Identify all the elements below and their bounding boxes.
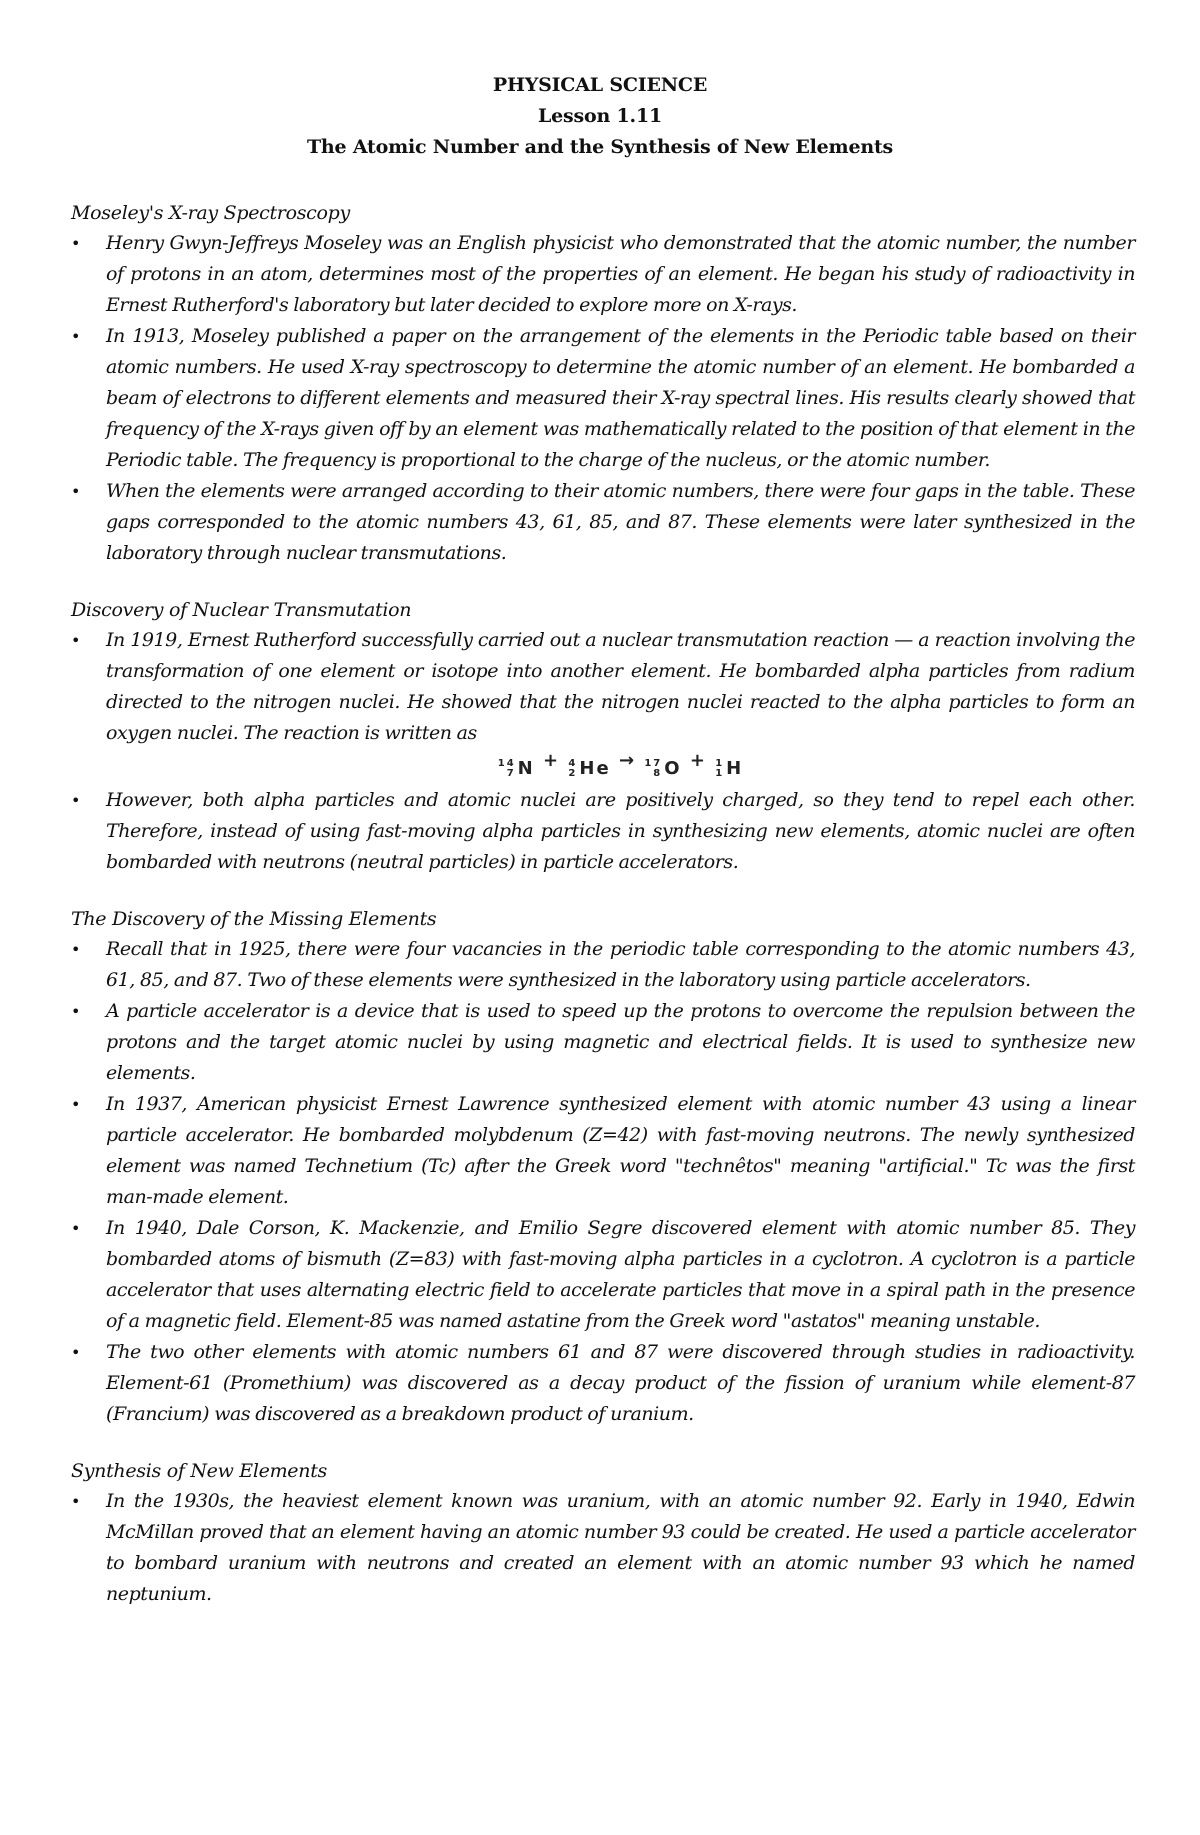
subject-heading: PHYSICAL SCIENCE xyxy=(492,74,708,96)
nuclear-reaction-equation xyxy=(106,747,1135,783)
bullet-item: • Henry Gwyn-Jeffreys Moseley was an English physicist who demonstrated that the atomic number, the number of protons in an atom, determines most of the properties of an element. He began his study of radioactivity in Ernest Rutherford's laboratory but later decided to explore more on X-rays. xyxy=(71,228,1135,321)
helium-nuclide xyxy=(568,755,610,783)
bullet-item: • In 1913, Moseley published a paper on the arrangement of the elements in the Periodic table based on their atomic numbers. He used X-ray spectroscopy to determine the atomic number of an element. He bombarded a beam of electrons to different elements and measured their X-ray spectral lines. His results clearly showed that frequency of the X-rays given off by an element was mathematically related to the position of that element in the Periodic table. The frequency is proportional to the charge of the nucleus, or the atomic number. xyxy=(71,321,1135,476)
section-heading: Moseley's X-ray Spectroscopy xyxy=(71,202,350,224)
oxygen-atomic-number: 8 xyxy=(653,768,663,779)
nitrogen-symbol: N xyxy=(517,758,535,779)
bullet-list xyxy=(71,785,1135,878)
section-heading: Discovery of Nuclear Transmutation xyxy=(71,599,412,621)
nitrogen-atomic-number: 7 xyxy=(506,768,516,779)
helium-symbol: He xyxy=(579,758,611,779)
oxygen-nuclide xyxy=(644,755,681,783)
bullet-item: • In 1919, Ernest Rutherford successfully carried out a nuclear transmutation reaction — a reaction involving the transformation of one element or isotope into another element. He bombarded alpha particles from radium directed to the nitrogen nuclei. He showed that the nitrogen nuclei reacted to the alpha particles to form an oxygen nuclei. The reaction is written as xyxy=(71,625,1135,749)
section-synthesis-new-elements xyxy=(71,1456,1135,1610)
helium-mass-number: 4 xyxy=(568,758,578,769)
nitrogen-nuclide xyxy=(498,755,535,783)
lesson-number: Lesson 1.11 xyxy=(537,105,663,127)
section-missing-elements xyxy=(71,904,1135,1430)
bullet-item: • In 1940, Dale Corson, K. Mackenzie, and Emilio Segre discovered element with atomic number 85. They bombarded atoms of bismuth (Z=83) with fast-moving alpha particles in a cyclotron. A cyclotron is a particle accelerator that uses alternating electric field to accelerate particles that move in a spiral path in the presence of a magnetic field. Element-85 was named astatine from the Greek word "astatos" meaning unstable. xyxy=(71,1213,1135,1337)
nitrogen-mass-number: 14 xyxy=(497,758,516,769)
section-nuclear-transmutation xyxy=(71,595,1135,878)
bullet-item: • A particle accelerator is a device that is used to speed up the protons to overcome the repulsion between the protons and the target atomic nuclei by using magnetic and electrical fields. It is used to synthesize new elements. xyxy=(71,996,1135,1089)
bullet-list xyxy=(71,625,1135,749)
plus-sign: + xyxy=(543,750,561,771)
hydrogen-symbol: H xyxy=(726,758,744,779)
reaction-arrow: → xyxy=(618,750,637,771)
helium-atomic-number: 2 xyxy=(568,768,578,779)
bullet-item: • When the elements were arranged according to their atomic numbers, there were four gaps in the table. These gaps corresponded to the atomic numbers 43, 61, 85, and 87. These elements were later synthesized in the laboratory through nuclear transmutations. xyxy=(71,476,1135,569)
oxygen-symbol: O xyxy=(664,758,682,779)
bullet-item: • In the 1930s, the heaviest element known was uranium, with an atomic number 92. Early in 1940, Edwin McMillan proved that an element having an atomic number 93 could be created. He used a particle accelerator to bombard uranium with neutrons and created an element with an atomic number 93 which he named neptunium. xyxy=(71,1486,1135,1610)
bullet-list xyxy=(71,934,1135,1430)
bullet-list xyxy=(71,228,1135,569)
hydrogen-nuclide xyxy=(715,755,743,783)
section-heading: The Discovery of the Missing Elements xyxy=(71,908,437,930)
section-heading: Synthesis of New Elements xyxy=(71,1460,327,1482)
bullet-item: • However, both alpha particles and atomic nuclei are positively charged, so they tend to repel each other. Therefore, instead of using fast-moving alpha particles in synthesizing new elements, atomic nuclei are often bombarded with neutrons (neutral particles) in particle accelerators. xyxy=(71,785,1135,878)
hydrogen-atomic-number: 1 xyxy=(715,768,725,779)
plus-sign: + xyxy=(689,750,707,771)
document-header xyxy=(0,70,1200,163)
section-moseley xyxy=(71,198,1135,569)
bullet-item: • In 1937, American physicist Ernest Lawrence synthesized element with atomic number 43 using a linear particle accelerator. He bombarded molybdenum (Z=42) with fast-moving neutrons. The newly synthesized element was named Technetium (Tc) after the Greek word "technêtos" meaning "artificial." Tc was the first man-made element. xyxy=(71,1089,1135,1213)
lesson-title: The Atomic Number and the Synthesis of New Elements xyxy=(306,136,894,158)
bullet-item: • The two other elements with atomic numbers 61 and 87 were discovered through studies in radioactivity. Element-61 (Promethium) was discovered as a decay product of the fission of uranium while element-87 (Francium) was discovered as a breakdown product of uranium. xyxy=(71,1337,1135,1430)
oxygen-mass-number: 17 xyxy=(644,758,663,769)
bullet-item: • Recall that in 1925, there were four vacancies in the periodic table corresponding to the atomic numbers 43, 61, 85, and 87. Two of these elements were synthesized in the laboratory using particle accelerators. xyxy=(71,934,1135,996)
hydrogen-mass-number: 1 xyxy=(715,758,725,769)
document-body xyxy=(71,198,1135,1636)
bullet-list xyxy=(71,1486,1135,1610)
